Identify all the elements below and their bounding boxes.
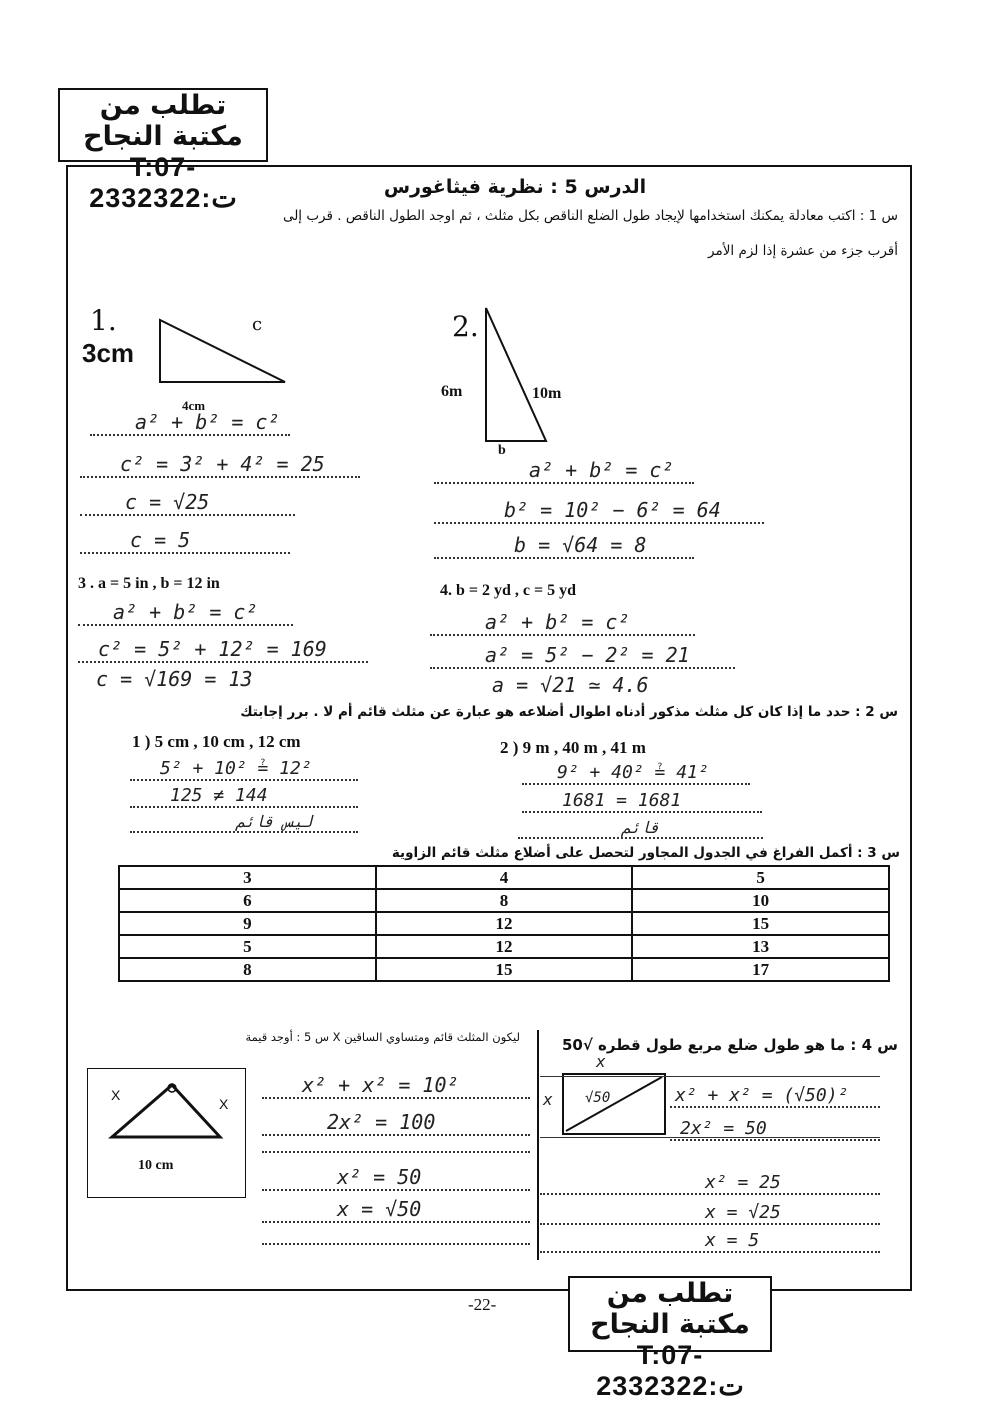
q5-work-line: x² + x² = 10² [262,1073,530,1099]
q1-prompt-line1: س 1 : اكتب معادلة يمكنك استخدامها لإيجاد طول الضلع الناقص بكل مثلث ، ثم اوجد الطول الناقص . قرب إلى [282,208,898,224]
q3-table [118,865,890,982]
problem-1-side-b: 4cm [182,398,206,413]
q5-blank-line [262,1242,530,1245]
problem-2-side-b: b [498,443,506,458]
table-cell: 12 [376,935,633,958]
problem-2-work-line: a² + b² = c² [434,458,694,484]
q4-diagonal-label: √50 [585,1090,611,1106]
stamp-top [58,88,268,214]
problem-2-hyp-label: 10m [532,385,562,402]
table-cell: 4 [376,866,633,889]
triangle-2-diagram [478,300,558,450]
isosceles-triangle-diagram [100,1075,230,1145]
q4-work-line: 2x² = 50 [670,1118,880,1141]
table-cell: 8 [376,889,633,912]
problem-3-work-line: c² = 5² + 12² = 169 [78,637,368,663]
q2-part-1-work-line: 5² + 10² ≟ 12² [130,758,358,781]
problem-1-work-line: c² = 3² + 4² = 25 [80,452,360,478]
table-cell: 6 [119,889,376,912]
problem-3-work-line: c = √169 = 13 [96,667,253,691]
q1-prompt-line2: أقرب جزء من عشرة إذا لزم الأمر [708,243,898,259]
q3-prompt: س 3 : أكمل الفراغ في الجدول المجاور لتحصل على أضلاع مثلث قائم الزاوية [391,845,900,861]
problem-1-number: 1. [90,304,117,337]
q2-part-2-work-line: قائم [518,818,763,839]
problem-3-work-line: a² + b² = c² [78,600,293,626]
q4-rule-line [540,1075,880,1077]
table-cell: 15 [632,912,889,935]
table-row [119,935,889,958]
table-cell: 12 [376,912,633,935]
q5-leg-label-right: X [219,1096,229,1112]
q2-part-2-given: 2 ) 9 m , 40 m , 41 m [500,738,646,757]
table-cell: 13 [632,935,889,958]
q5-work-line: x = √50 [262,1197,530,1223]
q4-prompt: س 4 : ما هو طول ضلع مربع طول قطره √50 [561,1036,898,1054]
table-cell: 5 [632,866,889,889]
q2-prompt: س 2 : حدد ما إذا كان كل مثلث مذكور أدناه اطوال أضلاعه هو عبارة عن مثلث قائم أم لا . برر إجابتك [240,704,898,720]
q4-side-label-top: x [596,1052,606,1071]
table-cell: 10 [632,889,889,912]
problem-2-work-line: b = √64 = 8 [434,533,694,559]
problem-1-hyp-label: c [252,314,263,335]
stamp-phone: T:07-2332322:ت [596,1340,744,1402]
triangle-1-diagram [150,310,295,390]
problem-1-work-line: a² + b² = c² [90,410,290,436]
q5-prompt: ليكون المثلث قائم ومتساوي الساقين X س 5 : أوجد قيمة [245,1030,520,1044]
q5-leg-label-left: X [111,1087,121,1103]
problem-4-work-line: a = √21 ≃ 4.6 [492,673,649,697]
q4-work-line: x = √25 [540,1202,880,1225]
problem-3-given: 3 . a = 5 in , b = 12 in [78,575,220,592]
table-row [119,866,889,889]
q4-side-label-left: x [543,1090,553,1109]
problem-2-work-line: b² = 10² − 6² = 64 [434,498,764,524]
q4-work-line: x² = 25 [540,1172,880,1195]
table-cell: 15 [376,958,633,981]
stamp-shop-name: تطلب من مكتبة النجاح [590,1278,750,1341]
problem-4-work-line: a² + b² = c² [430,610,695,636]
stamp-shop-name: تطلب من مكتبة النجاح [83,90,243,153]
page-number: -22- [468,1295,497,1314]
table-row [119,912,889,935]
problem-1-work-line: c = 5 [80,528,290,554]
q2-part-1-work-line: ليس قائم [130,812,358,833]
problem-1-side-a: 3cm [82,338,135,368]
table-cell: 9 [119,912,376,935]
q2-part-1-work-line: 125 ≠ 144 [130,785,358,808]
problem-2-side-a: 6m [441,383,463,400]
problem-2-number: 2. [452,310,479,343]
q4-rule-line [540,1136,880,1138]
problem-4-given: 4. b = 2 yd , c = 5 yd [440,582,577,599]
q4-work-line: x = 5 [540,1230,880,1253]
problem-1-work-line: c = √25 [80,490,295,516]
section-divider [537,1030,539,1260]
table-cell: 8 [119,958,376,981]
stamp-bottom [568,1276,772,1402]
table-cell: 3 [119,866,376,889]
q2-part-1-given: 1 ) 5 cm , 10 cm , 12 cm [132,732,301,751]
lesson-title: الدرس 5 : نظرية فيثاغورس [383,176,647,198]
q4-square-diagonal [562,1073,666,1135]
stamp-phone: T:07-2332322:ت [89,152,237,214]
table-row [119,958,889,981]
table-cell: 17 [632,958,889,981]
q5-work-line: 2x² = 100 [262,1110,530,1136]
q4-work-line: x² + x² = (√50)² [670,1085,880,1108]
problem-4-work-line: a² = 5² − 2² = 21 [430,643,735,669]
q2-part-2-work-line: 9² + 40² ≟ 41² [522,762,750,785]
q5-work-line: x² = 50 [262,1165,530,1191]
q2-part-2-work-line: 1681 = 1681 [522,790,762,813]
q5-base-label: 10 cm [138,1158,174,1173]
table-row [119,889,889,912]
table-cell: 5 [119,935,376,958]
q5-blank-line [262,1150,530,1153]
